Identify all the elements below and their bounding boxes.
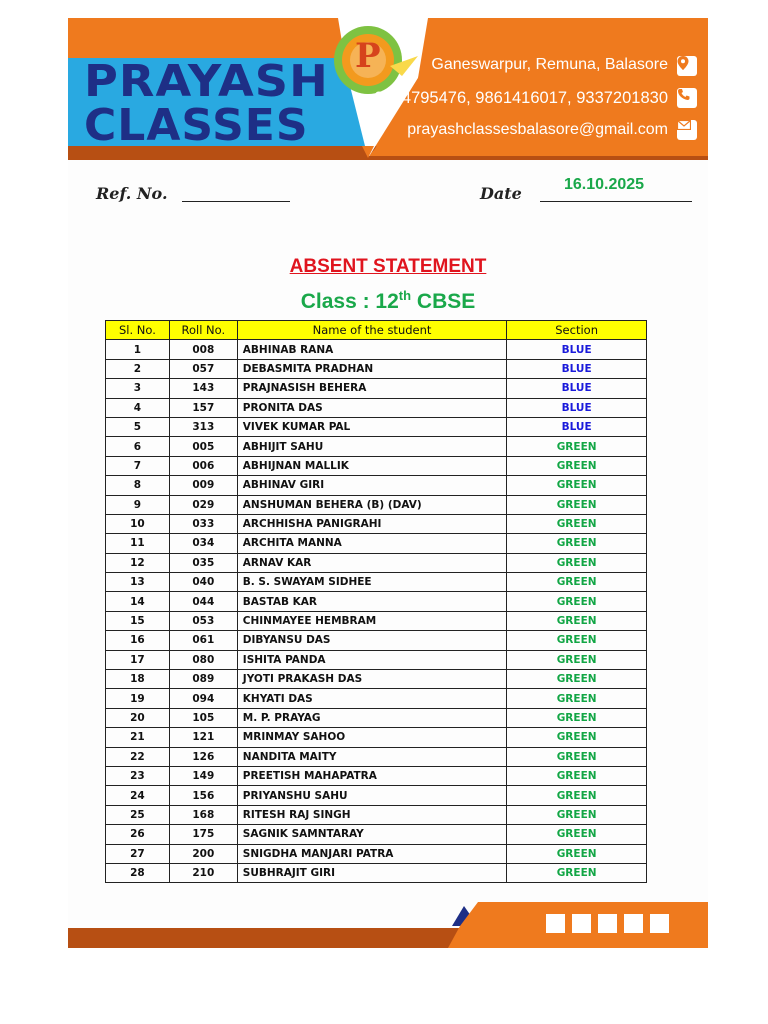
table-row — [106, 456, 647, 475]
cell-section: GREEN — [507, 611, 647, 630]
footer-banner — [68, 902, 708, 948]
cell-section: GREEN — [507, 728, 647, 747]
letterhead-page — [68, 18, 708, 948]
cell-section: BLUE — [507, 398, 647, 417]
table-row — [106, 670, 647, 689]
cell-student-name: DIBYANSU DAS — [237, 631, 506, 650]
cell-section: GREEN — [507, 476, 647, 495]
table-row — [106, 747, 647, 766]
cell-sl-no: 19 — [106, 689, 170, 708]
table-row — [106, 766, 647, 785]
table-row — [106, 805, 647, 824]
ref-date-row — [96, 176, 696, 214]
ref-no-label: Ref. No. — [96, 184, 168, 203]
cell-sl-no: 14 — [106, 592, 170, 611]
table-row — [106, 844, 647, 863]
header-sl-no: Sl. No. — [106, 321, 170, 340]
brand-name-line1: PRAYASH — [84, 56, 329, 107]
cell-student-name: ARCHHISHA PANIGRAHI — [237, 514, 506, 533]
cell-roll-no: 200 — [169, 844, 237, 863]
contact-address: Ganeswarpur, Remuna, Balasore — [431, 56, 668, 73]
cell-student-name: B. S. SWAYAM SIDHEE — [237, 573, 506, 592]
cell-student-name: DEBASMITA PRADHAN — [237, 359, 506, 378]
table-row — [106, 611, 647, 630]
cell-roll-no: 008 — [169, 340, 237, 359]
cell-student-name: ABHIJNAN MALLIK — [237, 456, 506, 475]
cell-roll-no: 053 — [169, 611, 237, 630]
cell-student-name: VIVEK KUMAR PAL — [237, 417, 506, 436]
cell-student-name: SUBHRAJIT GIRI — [237, 863, 506, 882]
brand-name-line2: CLASSES — [84, 100, 309, 151]
cell-section: GREEN — [507, 786, 647, 805]
cell-roll-no: 089 — [169, 670, 237, 689]
cell-roll-no: 061 — [169, 631, 237, 650]
table-row — [106, 495, 647, 514]
cell-section: GREEN — [507, 592, 647, 611]
date-line — [540, 201, 692, 202]
cell-section: GREEN — [507, 631, 647, 650]
table-row — [106, 437, 647, 456]
cell-sl-no: 6 — [106, 437, 170, 456]
cell-student-name: JYOTI PRAKASH DAS — [237, 670, 506, 689]
mail-icon — [677, 120, 697, 140]
contact-email: prayashclassesbalasore@gmail.com — [407, 121, 668, 138]
cell-section: GREEN — [507, 844, 647, 863]
cell-sl-no: 5 — [106, 417, 170, 436]
cell-section: GREEN — [507, 456, 647, 475]
footer-square — [650, 914, 669, 933]
cell-section: BLUE — [507, 340, 647, 359]
footer-square — [572, 914, 591, 933]
cell-sl-no: 8 — [106, 476, 170, 495]
cell-sl-no: 20 — [106, 708, 170, 727]
cell-roll-no: 029 — [169, 495, 237, 514]
cell-sl-no: 3 — [106, 379, 170, 398]
header-student-name: Name of the student — [237, 321, 506, 340]
cell-student-name: ISHITA PANDA — [237, 650, 506, 669]
cell-sl-no: 22 — [106, 747, 170, 766]
cell-student-name: SAGNIK SAMNTARAY — [237, 825, 506, 844]
cell-section: GREEN — [507, 650, 647, 669]
table-row — [106, 786, 647, 805]
table-row — [106, 417, 647, 436]
cell-student-name: RITESH RAJ SINGH — [237, 805, 506, 824]
cell-roll-no: 057 — [169, 359, 237, 378]
ref-no-line — [182, 201, 290, 202]
cell-roll-no: 040 — [169, 573, 237, 592]
cell-roll-no: 094 — [169, 689, 237, 708]
cell-section: BLUE — [507, 359, 647, 378]
table-row — [106, 650, 647, 669]
cell-section: GREEN — [507, 863, 647, 882]
cell-sl-no: 17 — [106, 650, 170, 669]
cell-roll-no: 143 — [169, 379, 237, 398]
contact-phones: 9124795476, 9861416017, 9337201830 — [374, 89, 668, 107]
cell-section: GREEN — [507, 670, 647, 689]
cell-section: GREEN — [507, 766, 647, 785]
cell-section: GREEN — [507, 514, 647, 533]
cell-sl-no: 26 — [106, 825, 170, 844]
table-row — [106, 728, 647, 747]
table-row — [106, 514, 647, 533]
cell-sl-no: 16 — [106, 631, 170, 650]
date-value: 16.10.2025 — [564, 176, 645, 193]
cell-roll-no: 005 — [169, 437, 237, 456]
table-row — [106, 553, 647, 572]
cell-student-name: ABHINAV GIRI — [237, 476, 506, 495]
cell-sl-no: 12 — [106, 553, 170, 572]
cell-section: GREEN — [507, 805, 647, 824]
cell-roll-no: 121 — [169, 728, 237, 747]
cell-section: GREEN — [507, 553, 647, 572]
cell-sl-no: 25 — [106, 805, 170, 824]
table-row — [106, 379, 647, 398]
table-row — [106, 689, 647, 708]
cell-section: GREEN — [507, 437, 647, 456]
cell-student-name: CHINMAYEE HEMBRAM — [237, 611, 506, 630]
header-roll-no: Roll No. — [169, 321, 237, 340]
cell-sl-no: 13 — [106, 573, 170, 592]
cell-student-name: SNIGDHA MANJARI PATRA — [237, 844, 506, 863]
absent-students-table — [105, 320, 647, 883]
cell-student-name: BASTAB KAR — [237, 592, 506, 611]
cell-roll-no: 126 — [169, 747, 237, 766]
location-pin-icon — [677, 56, 697, 76]
table-row — [106, 398, 647, 417]
cell-roll-no: 035 — [169, 553, 237, 572]
cell-sl-no: 4 — [106, 398, 170, 417]
footer-square — [546, 914, 565, 933]
cell-roll-no: 149 — [169, 766, 237, 785]
cell-section: GREEN — [507, 689, 647, 708]
cell-section: GREEN — [507, 534, 647, 553]
cell-roll-no: 168 — [169, 805, 237, 824]
cell-roll-no: 033 — [169, 514, 237, 533]
cell-student-name: NANDITA MAITY — [237, 747, 506, 766]
cell-section: GREEN — [507, 573, 647, 592]
cell-student-name: ARNAV KAR — [237, 553, 506, 572]
cell-student-name: ABHINAB RANA — [237, 340, 506, 359]
cell-student-name: PRAJNASISH BEHERA — [237, 379, 506, 398]
table-row — [106, 534, 647, 553]
document-title: ABSENT STATEMENT — [289, 256, 487, 277]
cell-student-name: M. P. PRAYAG — [237, 708, 506, 727]
cell-student-name: KHYATI DAS — [237, 689, 506, 708]
cell-student-name: PREETISH MAHAPATRA — [237, 766, 506, 785]
table-row — [106, 340, 647, 359]
header-banner — [68, 18, 708, 160]
cell-section: BLUE — [507, 379, 647, 398]
table-row — [106, 359, 647, 378]
footer-square — [624, 914, 643, 933]
cell-student-name: MRINMAY SAHOO — [237, 728, 506, 747]
cell-sl-no: 9 — [106, 495, 170, 514]
cell-sl-no: 2 — [106, 359, 170, 378]
footer-square — [598, 914, 617, 933]
cell-sl-no: 21 — [106, 728, 170, 747]
cell-student-name: ARCHITA MANNA — [237, 534, 506, 553]
header-section: Section — [507, 321, 647, 340]
class-title: Class : 12th CBSE — [300, 288, 476, 313]
cell-student-name: PRONITA DAS — [237, 398, 506, 417]
cell-roll-no: 044 — [169, 592, 237, 611]
table-row — [106, 825, 647, 844]
cell-roll-no: 080 — [169, 650, 237, 669]
cell-section: GREEN — [507, 708, 647, 727]
cell-roll-no: 175 — [169, 825, 237, 844]
table-row — [106, 573, 647, 592]
cell-roll-no: 210 — [169, 863, 237, 882]
cell-sl-no: 1 — [106, 340, 170, 359]
table-row — [106, 476, 647, 495]
cell-section: GREEN — [507, 825, 647, 844]
table-body — [106, 340, 647, 883]
cell-section: GREEN — [507, 747, 647, 766]
table-row — [106, 592, 647, 611]
cell-sl-no: 28 — [106, 863, 170, 882]
cell-sl-no: 24 — [106, 786, 170, 805]
date-label: Date — [480, 184, 522, 203]
cell-sl-no: 18 — [106, 670, 170, 689]
cell-sl-no: 10 — [106, 514, 170, 533]
phone-icon — [677, 88, 697, 108]
table-row — [106, 863, 647, 882]
logo-letter: P — [355, 36, 381, 76]
table-row — [106, 708, 647, 727]
cell-roll-no: 034 — [169, 534, 237, 553]
cell-student-name: PRIYANSHU SAHU — [237, 786, 506, 805]
cell-section: GREEN — [507, 495, 647, 514]
cell-sl-no: 27 — [106, 844, 170, 863]
cell-sl-no: 7 — [106, 456, 170, 475]
cell-sl-no: 23 — [106, 766, 170, 785]
cell-section: BLUE — [507, 417, 647, 436]
table-header-row — [106, 321, 647, 340]
cell-roll-no: 156 — [169, 786, 237, 805]
cell-sl-no: 11 — [106, 534, 170, 553]
cell-roll-no: 105 — [169, 708, 237, 727]
cell-student-name: ANSHUMAN BEHERA (B) (DAV) — [237, 495, 506, 514]
table-row — [106, 631, 647, 650]
cell-roll-no: 006 — [169, 456, 237, 475]
cell-roll-no: 009 — [169, 476, 237, 495]
cell-student-name: ABHIJIT SAHU — [237, 437, 506, 456]
cell-roll-no: 157 — [169, 398, 237, 417]
cell-sl-no: 15 — [106, 611, 170, 630]
cell-roll-no: 313 — [169, 417, 237, 436]
